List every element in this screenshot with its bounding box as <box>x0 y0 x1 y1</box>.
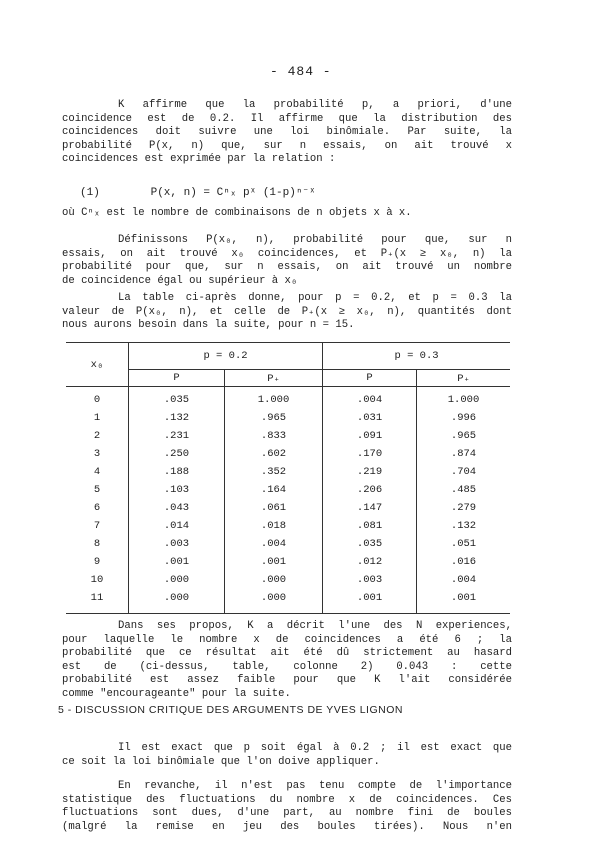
text-line: coincidence est de 0.2. Il affirme que la distribution des <box>62 112 512 125</box>
text-line: probabilité est assez faible pour que K l'ait considérée <box>62 674 512 687</box>
paragraph-4 <box>62 620 512 702</box>
text-line: coincidences doit suivre une loi binômiale. Par suite, la <box>62 126 512 139</box>
paragraph-1 <box>62 99 512 167</box>
formula-note <box>62 207 512 221</box>
text-line: coincidences est exprimée par la relation : <box>62 153 336 166</box>
text-line: probabilité P(x, n) que, sur n essais, on ait trouvé x <box>62 139 512 152</box>
paragraph-3 <box>62 292 512 333</box>
col-header-x0: x₀ <box>66 343 128 387</box>
text-line: est de (ci-dessus, table, colonne 2) 0.043 : cette <box>62 660 512 673</box>
table-row: 0 .035 1.000 .004 1.000 <box>66 387 510 410</box>
sub-header: P <box>323 370 417 387</box>
text-line: (malgré la remise en jeu des boules tirées). Nous n'en <box>62 820 512 833</box>
section-heading: 5 - DISCUSSION CRITIQUE DES ARGUMENTS DE YVES LIGNON <box>58 704 403 716</box>
table-row: 1 .132 .965 .031 .996 <box>66 409 510 427</box>
table-row: 9 .001 .001 .012 .016 <box>66 553 510 571</box>
text-line: probabilité pour que, sur n essais, on ait trouvé un nombre <box>62 261 512 274</box>
text-line: En revanche, il n'est pas tenu compte de l'importance <box>118 780 512 792</box>
text-line: Il est exact que p soit égal à 0.2 ; il est exact que <box>118 742 512 754</box>
text-line: nous aurons besoin dans la suite, pour n = 15. <box>62 319 355 332</box>
text-line: probabilité que ce résultat ait été dû strictement au hasard <box>62 647 512 660</box>
page-number: - 484 - <box>270 64 332 79</box>
probability-table <box>66 342 510 614</box>
text-line: valeur de P(x₀, n), et celle de P₊(x ≥ x₀, n), quantités dont <box>62 305 512 318</box>
text-line: pour laquelle le nombre x de coincidences a été 6 ; la <box>62 633 512 646</box>
text-line: fluctuations sont dues, d'une part, au nombre fini de boules <box>62 807 512 820</box>
formula-number: (1) <box>80 187 100 199</box>
paragraph-2 <box>62 234 512 288</box>
paragraph-6 <box>62 780 512 834</box>
formula-expression: P(x, n) = Cⁿₓ pˣ (1-p)ⁿ⁻ˣ <box>150 187 316 199</box>
table-row: 5 .103 .164 .206 .485 <box>66 481 510 499</box>
text-line: K affirme que la probabilité p, a priori, d'une <box>118 99 512 111</box>
sub-header: P <box>128 370 224 387</box>
table-row: 11 .000 .000 .001 .001 <box>66 589 510 614</box>
table-body <box>66 387 510 614</box>
text-line: Définissons P(x₀, n), probabilité pour que, sur n <box>118 234 512 246</box>
paragraph-5 <box>62 742 512 769</box>
table-row: 8 .003 .004 .035 .051 <box>66 535 510 553</box>
text-line: essais, on ait trouvé x₀ coincidences, et P₊(x ≥ x₀, n) la <box>62 247 512 260</box>
table-row: 3 .250 .602 .170 .874 <box>66 445 510 463</box>
text-line: où Cⁿₓ est le nombre de combinaisons de n objets x à x. <box>62 207 412 219</box>
group-header-p03: p = 0.3 <box>323 343 510 370</box>
table-row: 6 .043 .061 .147 .279 <box>66 499 510 517</box>
text-line: La table ci-après donne, pour p = 0.2, et p = 0.3 la <box>118 292 512 304</box>
sub-header: P₊ <box>224 370 322 387</box>
table-row: 7 .014 .018 .081 .132 <box>66 517 510 535</box>
table-row: 4 .188 .352 .219 .704 <box>66 463 510 481</box>
table-row: 10 .000 .000 .003 .004 <box>66 571 510 589</box>
text-line: statistique des fluctuations du nombre x de coincidences. Ces <box>62 793 512 806</box>
text-line: comme "encourageante" pour la suite. <box>62 687 291 700</box>
formula-1 <box>80 185 316 199</box>
text-line: ce soit la loi binômiale que l'on doive appliquer. <box>62 755 380 768</box>
text-line: Dans ses propos, K a décrit l'une des N experiences, <box>118 620 512 632</box>
text-line: de coincidence égal ou supérieur à x₀ <box>62 274 298 287</box>
group-header-p02: p = 0.2 <box>128 343 322 370</box>
sub-header: P₊ <box>417 370 510 387</box>
table-row: 2 .231 .833 .091 .965 <box>66 427 510 445</box>
